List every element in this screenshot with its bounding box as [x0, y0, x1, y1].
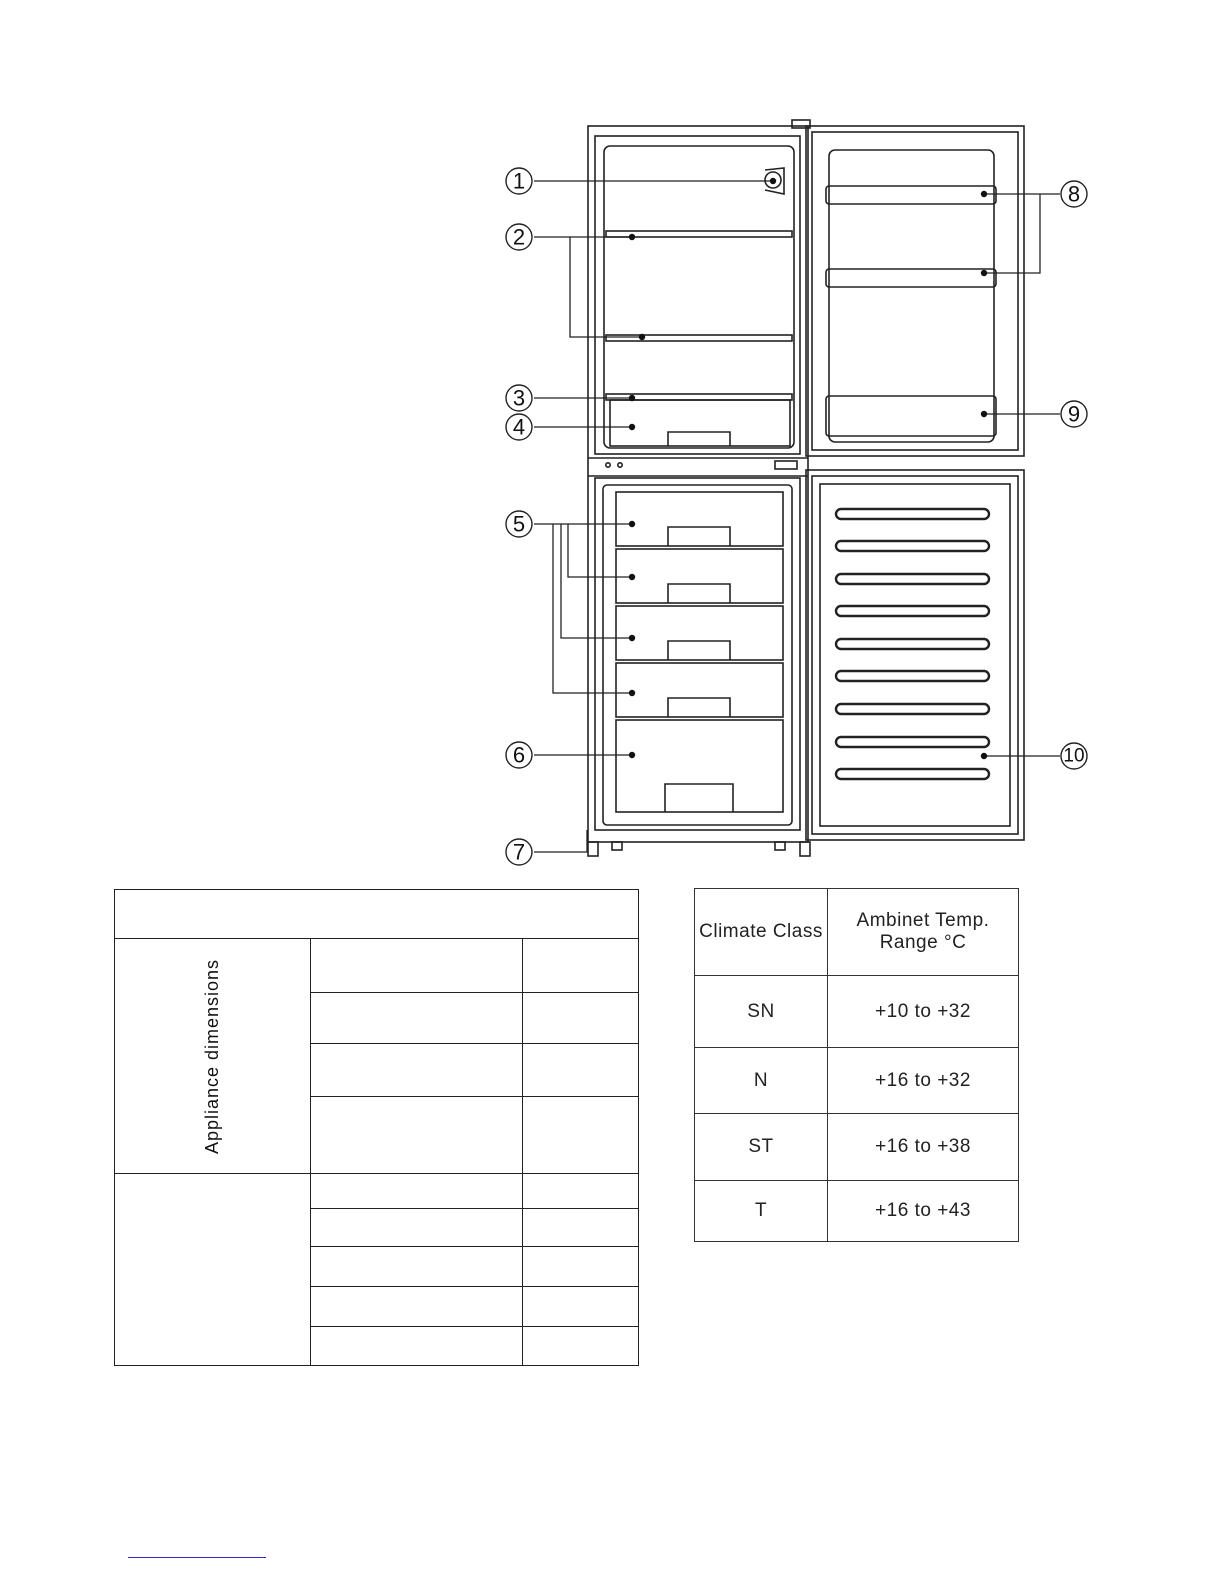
- temp-range-cell: +16 to +43: [828, 1181, 1019, 1242]
- dimensions-section-cell: [115, 939, 311, 1174]
- temp-range-cell: +10 to +32: [828, 976, 1019, 1048]
- callout-6: 6: [512, 742, 526, 768]
- section-label-appliance-dimensions: Appliance dimensions: [202, 958, 223, 1154]
- temp-range-cell: +16 to +38: [828, 1114, 1019, 1181]
- spec-label-cell: [311, 1247, 523, 1287]
- spec-section-cell: [115, 1174, 311, 1366]
- callout-1: 1: [512, 168, 526, 194]
- dimension-value-cell: [523, 993, 639, 1044]
- spec-value-cell: [523, 1174, 639, 1209]
- dimension-label-cell: [311, 1044, 523, 1097]
- appliance-dimensions-table: [114, 889, 639, 1366]
- callout-2: 2: [512, 224, 526, 250]
- callout-8: 8: [1067, 181, 1081, 207]
- temp-range-cell: +16 to +32: [828, 1048, 1019, 1114]
- spec-value-cell: [523, 1287, 639, 1327]
- footer-link-underline: [128, 1557, 266, 1558]
- dimension-label-cell: [311, 1097, 523, 1174]
- climate-class-cell: SN: [695, 976, 828, 1048]
- dimension-value-cell: [523, 939, 639, 993]
- dimension-value-cell: [523, 1044, 639, 1097]
- spec-value-cell: [523, 1209, 639, 1247]
- spec-value-cell: [523, 1247, 639, 1287]
- dimensions-table-title: [115, 890, 639, 939]
- callout-4: 4: [512, 414, 526, 440]
- spec-label-cell: [311, 1209, 523, 1247]
- spec-value-cell: [523, 1327, 639, 1366]
- callout-9: 9: [1067, 401, 1081, 427]
- spec-label-cell: [311, 1287, 523, 1327]
- callout-3: 3: [512, 385, 526, 411]
- dimension-label-cell: [311, 993, 523, 1044]
- temp-range-header: Ambinet Temp. Range °C: [828, 889, 1019, 976]
- dimension-label-cell: [311, 939, 523, 993]
- climate-class-cell: T: [695, 1181, 828, 1242]
- climate-class-table: [694, 888, 1019, 1242]
- callout-5: 5: [512, 511, 526, 537]
- dimension-value-cell: [523, 1097, 639, 1174]
- callout-7: 7: [512, 839, 526, 865]
- callout-10: 10: [1063, 745, 1085, 767]
- climate-class-cell: N: [695, 1048, 828, 1114]
- spec-label-cell: [311, 1174, 523, 1209]
- climate-class-cell: ST: [695, 1114, 828, 1181]
- climate-class-header: Climate Class: [695, 889, 828, 976]
- spec-label-cell: [311, 1327, 523, 1366]
